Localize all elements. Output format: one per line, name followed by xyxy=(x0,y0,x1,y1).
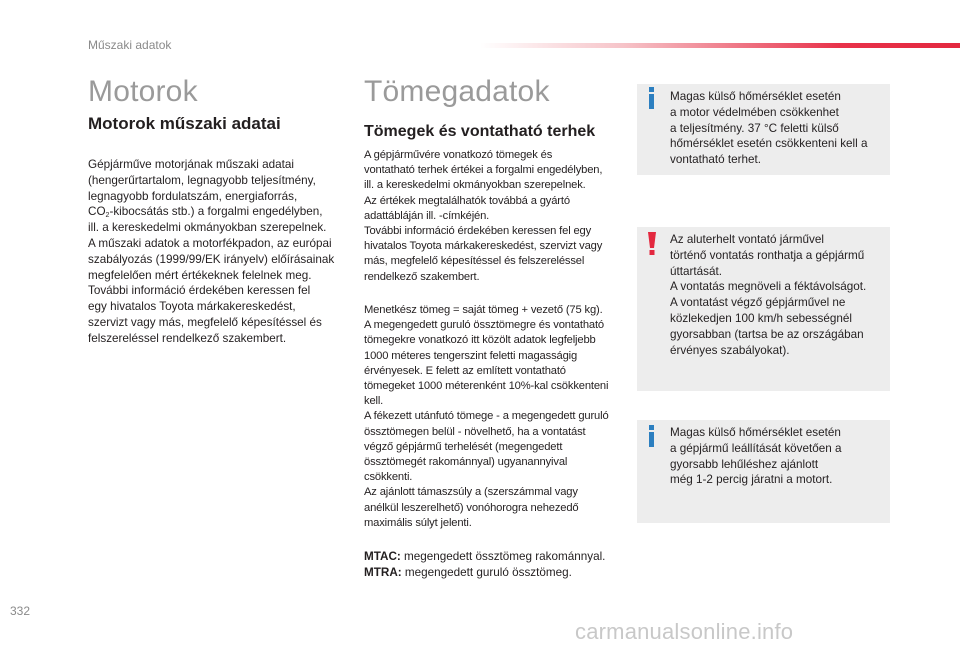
note-text-3: Magas külső hőmérséklet esetén a gépjármű leállítását követően a gyorsabb lehűléshez ajánlott még 1-2 percig járatni a motort. xyxy=(670,426,842,487)
abbr-mtra xyxy=(364,565,624,581)
warning-icon xyxy=(645,232,659,256)
note-text-2: Az aluterhelt vontató járművel történő vontatás ronthatja a gépjármű úttartását. A vontatás megnöveli a féktávolságot. A vontatást végző gépjárművel ne közlekedjen 100 km/h sebességnél gyorsabban (tartsa be az országában érvényes szabályokat). xyxy=(670,233,867,357)
section-title-weights: Tömegadatok xyxy=(364,75,550,108)
page-number: 332 xyxy=(10,604,31,618)
subtitle-weights-towing: Tömegek és vontatható terhek xyxy=(364,123,596,140)
section-title-engines: Motorok xyxy=(88,75,198,108)
engine-para-part2: -kibocsátás stb.) a forgalmi engedélyben, ill. a kereskedelmi okmányokban szerepelnek. A műszaki adatok a motorfékpadon, az európai szabályozás (1999/99/EK irányelv) előírásainak megfelelően mért értékeknek felelnek meg. További információ érdekében keressen fel egy hivatalos Toyota márkakereskedést, szervizt vagy más, megfelelő képesítéssel és felszereléssel rendelkező szakembert. xyxy=(88,205,335,345)
weights-paragraph-1: A gépjárművére vonatkozó tömegek és vontatható terhek értékei a forgalmi engedélyben, ill. a kereskedelmi okmányokban szerepelnek. Az értékek megtalálhatók továbbá a gyártó adattábláján ill. -címkéjén. További információ érdekében keressen fel egy hivatalos Toyota márkakereskedést, szervizt vagy más, megfelelő képesítéssel és felszereléssel rendelkező szakembert. xyxy=(364,149,603,283)
note-box-info-2 xyxy=(637,420,890,523)
watermark: carmanualsonline.info xyxy=(575,619,794,644)
abbr-mtra-key: MTRA: xyxy=(364,565,402,579)
info-icon xyxy=(645,87,659,109)
header-accent-bar xyxy=(480,43,960,48)
engine-para-part1: Gépjárműve motorjának műszaki adatai (hengerűrtartalom, legnagyobb teljesítmény, legnagyobb fordulatszám, energiaforrás, CO xyxy=(88,158,316,219)
note-box-info-1 xyxy=(637,84,890,175)
note-box-warning xyxy=(637,227,890,391)
abbr-mtac-key: MTAC: xyxy=(364,550,401,563)
abbr-mtac-value: megengedett össztömeg rakománnyal. xyxy=(400,550,606,563)
subtitle-engine-specs: Motorok műszaki adatai xyxy=(88,114,281,133)
note-text-1: Magas külső hőmérséklet esetén a motor védelmében csökkenhet a teljesítmény. 37 °C feletti külső hőmérséklet esetén csökkenteni kell a vontatható terhet. xyxy=(670,90,868,167)
abbreviations xyxy=(364,549,624,581)
co2-subscript: 2 xyxy=(105,212,110,220)
weights-paragraph-2: Menetkész tömeg = saját tömeg + vezető (75 kg). A megengedett guruló össztömegre és vontatható tömegekre vonatkozó itt közölt adatok legfeljebb 1000 méteres tengerszint feletti magasságig érvényesek. E felett az említett vontatható tömegeket 1000 méterenként 10%-kal csökkenteni kell. A fékezett utánfutó tömege - a megengedett guruló össztömegen belül - növelhető, ha a vontatást végző gépjármű terhelését (megengedett össztömegét rakománnyal) ugyanannyival csökkenti. Az ajánlott támaszsúly a (szerszámmal vagy anélkül leszerelhető) vonóhorogra nehezedő maximális súlyt jelenti. xyxy=(364,304,609,529)
running-header: Műszaki adatok xyxy=(88,38,172,52)
abbr-mtac xyxy=(364,549,624,565)
engine-specs-paragraph xyxy=(88,157,344,347)
info-icon xyxy=(645,425,659,447)
abbr-mtra-value: megengedett guruló össztömeg. xyxy=(401,565,572,579)
